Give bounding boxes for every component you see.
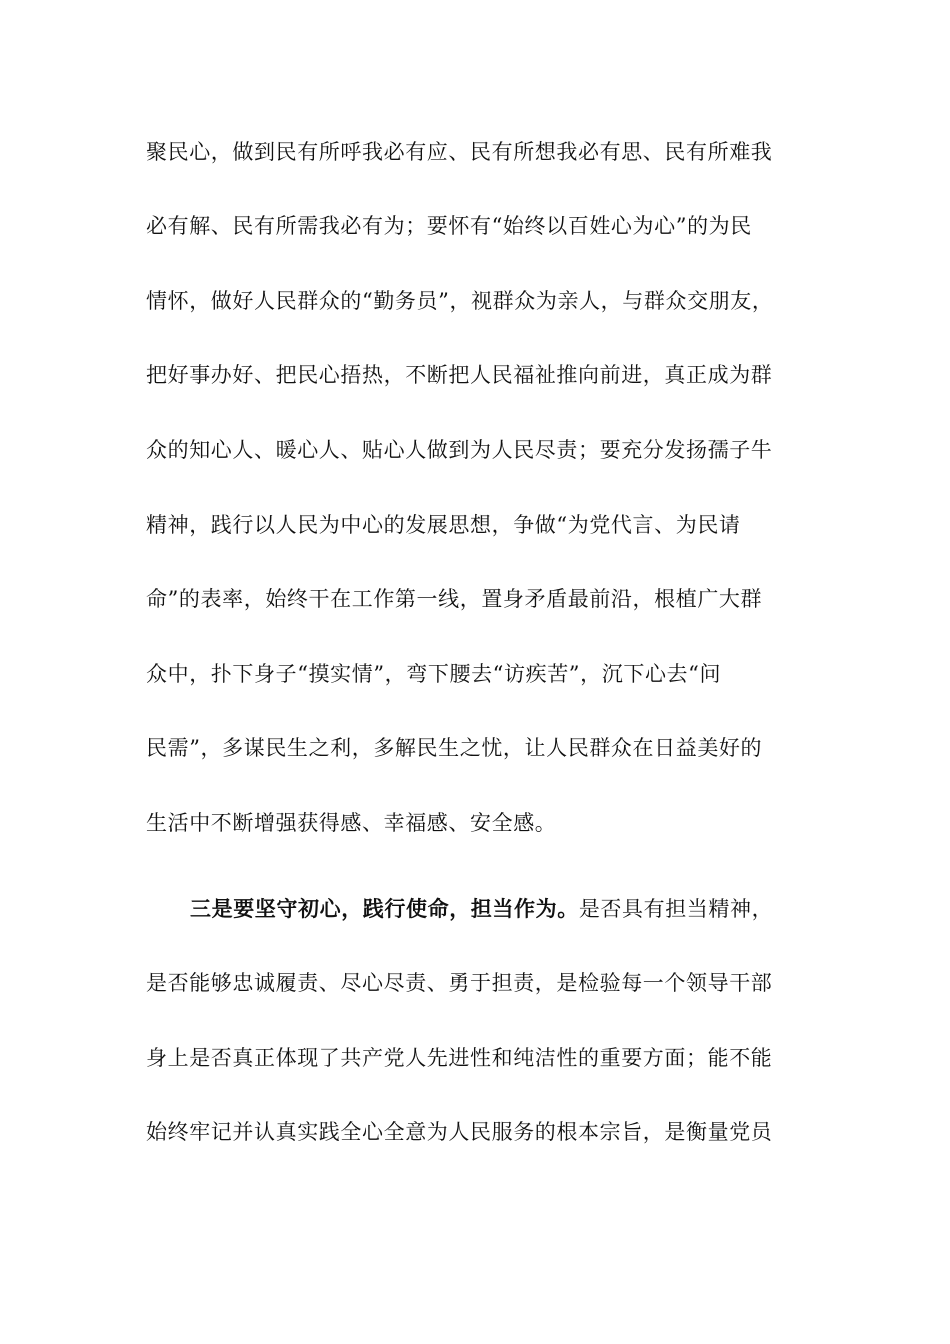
paragraph-line: 是否能够忠诚履责、尽心尽责、勇于担责，是检验每一个领导干部 — [146, 971, 773, 995]
paragraph-line: 把好事办好、把民心捂热，不断把人民福祉推向前进，真正成为群 — [146, 363, 773, 387]
paragraph-line: 生活中不断增强获得感、幸福感、安全感。 — [146, 811, 557, 835]
paragraph-line: 聚民心，做到民有所呼我必有应、民有所想我必有思、民有所难我 — [146, 140, 773, 164]
paragraph-line: 民需”，多谋民生之利，多解民生之忧，让人民群众在日益美好的 — [146, 736, 763, 760]
paragraph-line: 精神，践行以人民为中心的发展思想，争做“为党代言、为民请 — [146, 513, 741, 537]
paragraph-line: 情怀，做好人民群众的“勤务员”，视群众为亲人，与群众交朋友， — [146, 289, 774, 313]
section-heading: 三是要坚守初心，践行使命，担当作为。 — [190, 896, 579, 921]
paragraph-line: 身上是否真正体现了共产党人先进性和纯洁性的重要方面；能不能 — [146, 1046, 773, 1070]
paragraph-line: 始终牢记并认真实践全心全意为人民服务的根本宗旨，是衡量党员 — [146, 1120, 773, 1144]
section-heading-line — [190, 895, 870, 923]
paragraph-line: 命”的表率，始终干在工作第一线，置身矛盾最前沿，根植广大群 — [146, 587, 763, 611]
paragraph-line: 众中，扑下身子“摸实情”，弯下腰去“访疾苦”，沉下心去“问 — [146, 662, 722, 686]
section-heading-rest: 是否具有担当精神， — [578, 897, 774, 921]
paragraph-line: 众的知心人、暖心人、贴心人做到为人民尽责；要充分发扬孺子牛 — [146, 438, 773, 462]
paragraph-line: 必有解、民有所需我必有为；要怀有“始终以百姓心为心”的为民 — [146, 214, 752, 238]
